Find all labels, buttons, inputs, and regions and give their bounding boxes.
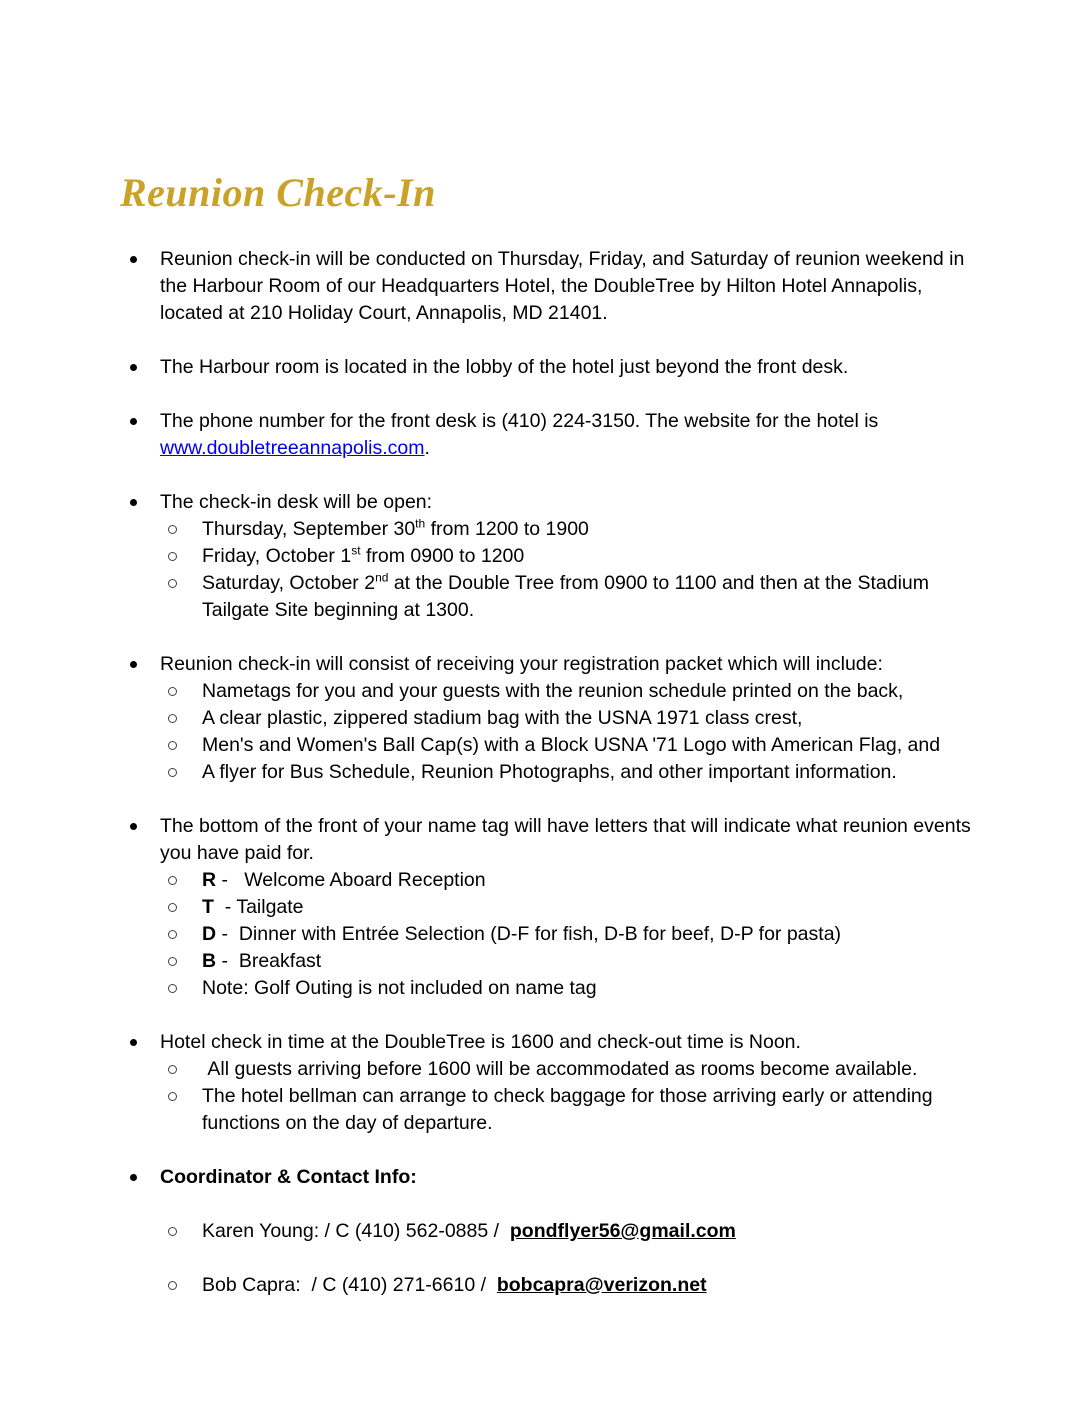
sub-bullet-item — [168, 867, 975, 894]
circle-bullet-icon — [168, 1227, 177, 1236]
sub-bullet-item — [168, 543, 975, 570]
text-run: from 0900 to 1200 — [360, 545, 525, 567]
sub-bullet-text — [202, 921, 947, 948]
bullet-item — [130, 489, 975, 516]
sub-bullet-item — [168, 678, 975, 705]
bullet-item — [130, 408, 975, 462]
hotel-website-link[interactable]: www.doubletreeannapolis.com — [160, 437, 425, 459]
sub-bullet-text — [202, 867, 947, 894]
text-run: Nametags for you and your guests with the reunion schedule printed on the back, — [202, 680, 904, 702]
circle-bullet-icon — [168, 930, 177, 939]
sub-bullet-text — [202, 678, 947, 705]
text-run: Note: Golf Outing is not included on name tag — [202, 977, 597, 999]
bullet-item — [130, 651, 975, 678]
bullet-text — [160, 1164, 975, 1191]
bullet-item — [130, 813, 975, 867]
circle-bullet-icon — [168, 1092, 177, 1101]
text-run: Hotel check in time at the DoubleTree is 1600 and check-out time is Noon. — [160, 1031, 801, 1053]
sub-bullet-item — [168, 1083, 975, 1137]
bullet-group — [130, 813, 975, 1002]
bullet-text — [160, 651, 975, 678]
text-run: - Tailgate — [213, 896, 304, 918]
sub-bullet-item — [168, 1218, 975, 1245]
text-run: Reunion check-in will be conducted on Thursday, Friday, and Saturday of reunion weekend in the Harbour Room of our Headquarters Hotel, the DoubleTree by Hilton Hotel Annapolis, located at 210 Holiday Court, Annapolis, MD 21401. — [160, 248, 970, 324]
circle-bullet-icon — [168, 984, 177, 993]
sub-bullet-item — [168, 570, 975, 624]
text-run: - Breakfast — [216, 950, 322, 972]
bullet-text — [160, 246, 975, 327]
text-run: A flyer for Bus Schedule, Reunion Photographs, and other important information. — [202, 761, 897, 783]
bullet-dot-icon — [130, 256, 137, 263]
text-run: Thursday, September 30 — [202, 518, 416, 540]
bullet-text — [160, 489, 975, 516]
circle-bullet-icon — [168, 1281, 177, 1290]
text-run: th — [415, 516, 426, 531]
bullet-text — [160, 354, 975, 381]
sub-bullet-item — [168, 921, 975, 948]
bullet-group — [130, 1164, 975, 1299]
text-run: Men's and Women's Ball Cap(s) with a Block USNA '71 Logo with American Flag, and — [202, 734, 941, 756]
text-run: The bottom of the front of your name tag will have letters that will indicate what reunion events you have paid for. — [160, 815, 977, 864]
bullet-dot-icon — [130, 418, 137, 425]
bullet-group — [130, 489, 975, 624]
sub-bullet-text — [202, 570, 947, 624]
text-run: - Welcome Aboard Reception — [216, 869, 486, 891]
sub-bullet-item — [168, 759, 975, 786]
sub-bullet-text — [202, 1272, 947, 1299]
bullet-dot-icon — [130, 823, 137, 830]
text-run: . — [424, 437, 430, 459]
sub-bullet-text — [202, 732, 947, 759]
text-run: The phone number for the front desk is (410) 224-3150. The website for the hotel is — [160, 410, 884, 432]
sub-bullet-item — [168, 705, 975, 732]
text-run: T — [202, 896, 214, 918]
bullet-dot-icon — [130, 364, 137, 371]
text-run: B — [202, 950, 217, 972]
bullet-item — [130, 354, 975, 381]
bullet-group — [130, 651, 975, 786]
text-run: The Harbour room is located in the lobby of the hotel just beyond the front desk. — [160, 356, 849, 378]
sub-bullet-text — [202, 543, 947, 570]
sub-bullet-text — [202, 516, 947, 543]
circle-bullet-icon — [168, 876, 177, 885]
text-run: D — [202, 923, 217, 945]
text-run: The check-in desk will be open: — [160, 491, 433, 513]
circle-bullet-icon — [168, 1065, 177, 1074]
text-run: All guests arriving before 1600 will be accommodated as rooms become available. — [202, 1058, 918, 1080]
text-run: nd — [375, 570, 389, 585]
bullet-item — [130, 1029, 975, 1056]
sub-bullet-item — [168, 1056, 975, 1083]
circle-bullet-icon — [168, 579, 177, 588]
bob-email-link[interactable]: bobcapra@verizon.net — [496, 1274, 707, 1296]
circle-bullet-icon — [168, 957, 177, 966]
bullet-text — [160, 813, 975, 867]
bullet-dot-icon — [130, 1174, 137, 1181]
sub-bullet-item — [168, 975, 975, 1002]
text-run: Bob Capra: / C (410) 271-6610 / — [202, 1274, 497, 1296]
bullet-dot-icon — [130, 499, 137, 506]
circle-bullet-icon — [168, 714, 177, 723]
bullet-item — [130, 1164, 975, 1191]
text-run: Reunion check-in will consist of receiving your registration packet which will include: — [160, 653, 883, 675]
bullet-dot-icon — [130, 1039, 137, 1046]
text-run: A clear plastic, zippered stadium bag with the USNA 1971 class crest, — [202, 707, 803, 729]
bullet-item — [130, 246, 975, 327]
document-title: Reunion Check-In — [120, 170, 436, 215]
circle-bullet-icon — [168, 552, 177, 561]
sub-bullet-text — [202, 759, 947, 786]
sub-bullet-text — [202, 705, 947, 732]
sub-bullet-text — [202, 1056, 947, 1083]
text-run: from 1200 to 1900 — [425, 518, 589, 540]
sub-bullet-item — [168, 516, 975, 543]
document-body — [130, 246, 975, 1326]
sub-bullet-text — [202, 1218, 947, 1245]
sub-bullet-item — [168, 732, 975, 759]
sub-bullet-item — [168, 894, 975, 921]
text-run: st — [351, 543, 361, 558]
text-run: - Dinner with Entrée Selection (D-F for fish, D-B for beef, D-P for pasta) — [216, 923, 842, 945]
bullet-group — [130, 408, 975, 462]
bullet-group — [130, 354, 975, 381]
circle-bullet-icon — [168, 525, 177, 534]
text-run: Friday, October 1 — [202, 545, 352, 567]
bullet-group — [130, 1029, 975, 1137]
text-run: at the Double Tree from 0900 to 1100 and then at the Stadium Tailgate Site beginning at 1300. — [202, 572, 935, 621]
text-run: Karen Young: / C (410) 562-0885 / — [202, 1220, 510, 1242]
sub-bullet-item — [168, 1272, 975, 1299]
sub-bullet-text — [202, 975, 947, 1002]
circle-bullet-icon — [168, 903, 177, 912]
karen-email-link[interactable]: pondflyer56@gmail.com — [509, 1220, 736, 1242]
text-run: Saturday, October 2 — [202, 572, 376, 594]
circle-bullet-icon — [168, 687, 177, 696]
bullet-text — [160, 408, 975, 462]
bullet-text — [160, 1029, 975, 1056]
sub-bullet-text — [202, 1083, 947, 1137]
sub-bullet-text — [202, 894, 947, 921]
bullet-group — [130, 246, 975, 327]
circle-bullet-icon — [168, 768, 177, 777]
circle-bullet-icon — [168, 741, 177, 750]
text-run: R — [202, 869, 217, 891]
sub-bullet-text — [202, 948, 947, 975]
text-run: The hotel bellman can arrange to check baggage for those arriving early or attending functions on the day of departure. — [202, 1085, 939, 1134]
sub-bullet-item — [168, 948, 975, 975]
bullet-dot-icon — [130, 661, 137, 668]
text-run: Coordinator & Contact Info: — [160, 1166, 417, 1188]
